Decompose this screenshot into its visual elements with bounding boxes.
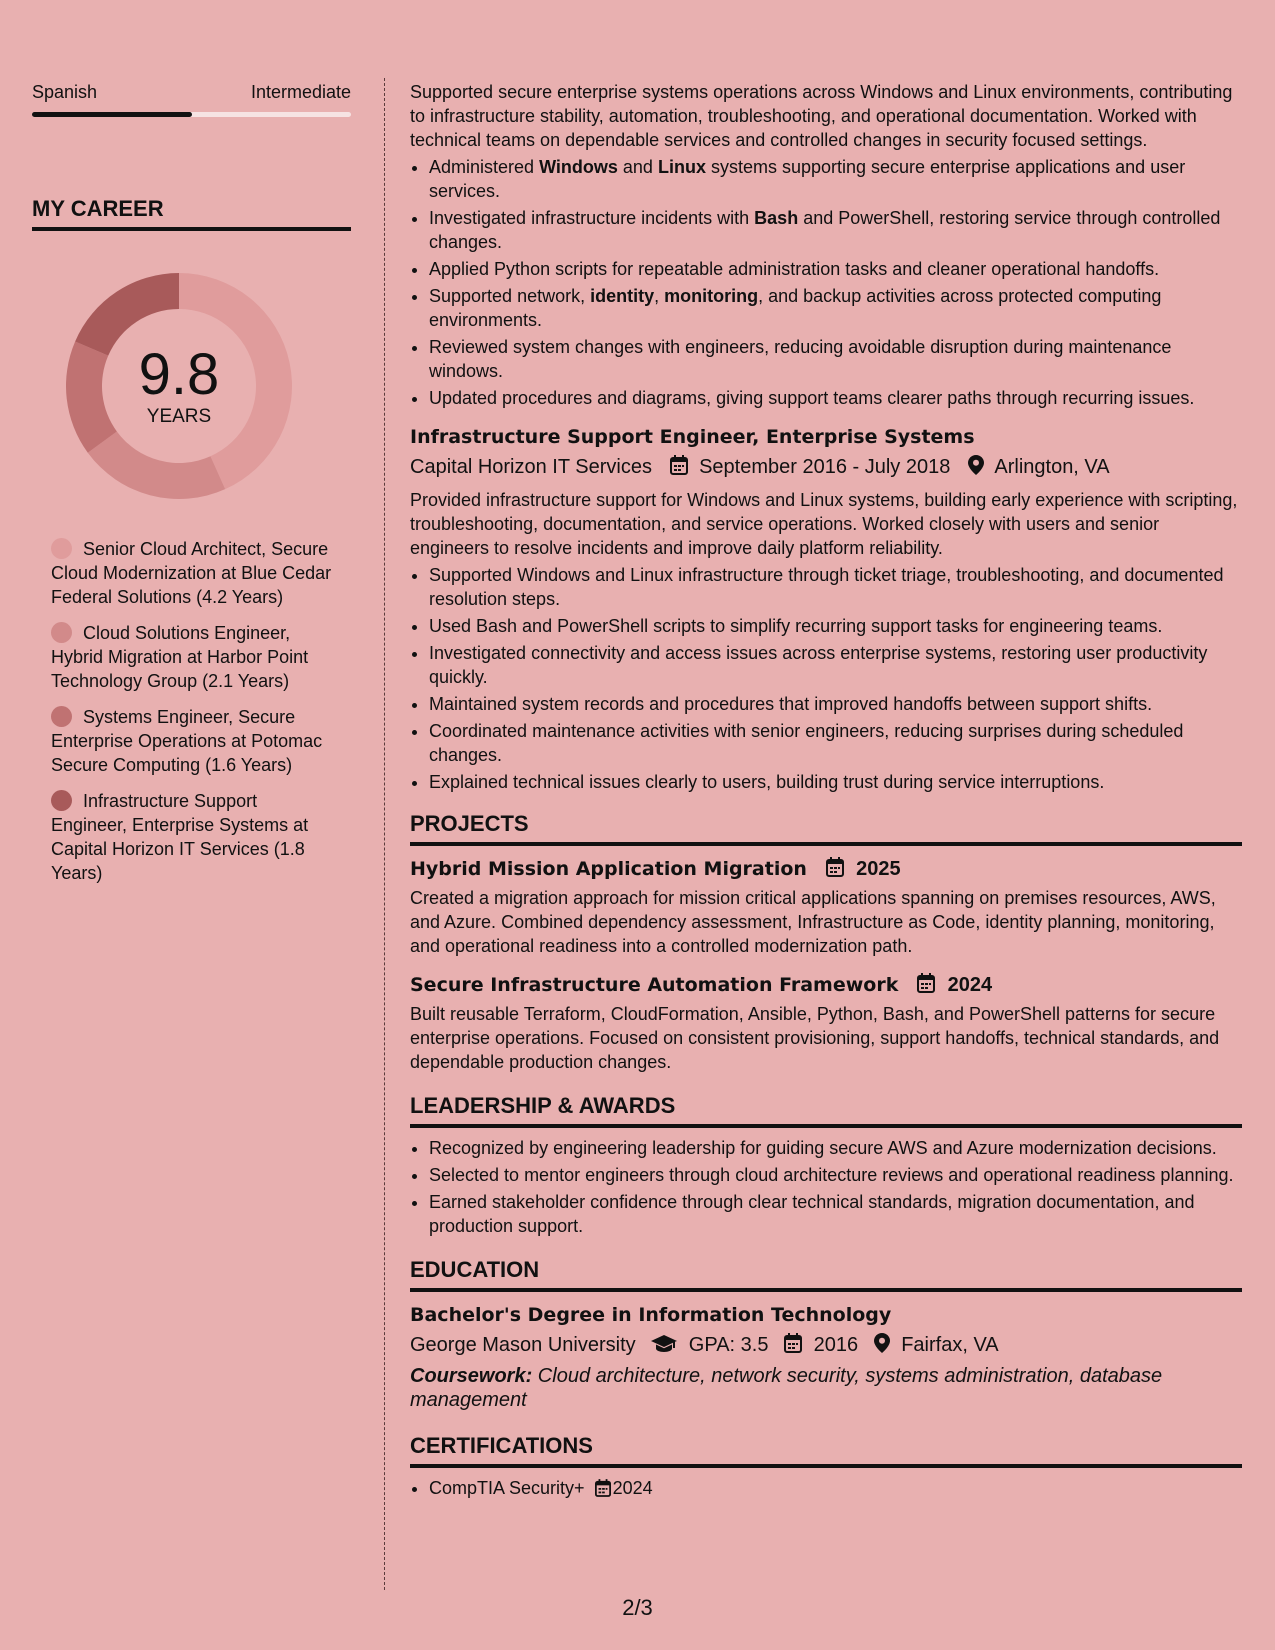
job2-location: Arlington, VA [994,456,1110,478]
job1-bullet: • Reviewed system changes with engineers, reducing avoidable disruption during maintenance windows. [429,335,1242,383]
job2-bullets [410,563,1242,794]
education-meta [410,1330,1242,1362]
job2-dates: September 2016 - July 2018 [699,456,951,478]
page-number: 2/3 [622,1595,653,1620]
career-donut-chart [66,273,292,499]
leadership-bullet: • Recognized by engineering leadership for guiding secure AWS and Azure modernization decisions. [429,1136,1242,1160]
left-column [32,80,351,897]
language-proficiency-bar [32,112,351,117]
job1-bullet: • Updated procedures and diagrams, giving support teams clearer paths through recurring issues. [429,386,1242,410]
graduation-cap-icon [651,1332,677,1362]
calendar-icon [784,1332,802,1362]
coursework-text: Cloud architecture, network security, systems administration, database management [410,1365,1163,1411]
language-level: Intermediate [250,82,351,102]
donut-center [66,273,292,499]
career-legend-item [51,705,333,777]
right-column [410,80,1242,1506]
gpa: GPA: 3.5 [688,1334,769,1356]
job2-bullet: • Maintained system records and procedures that improved handoffs between support shifts. [429,692,1242,716]
graduation-year: 2016 [813,1334,859,1356]
project-description: Created a migration approach for mission critical applications spanning on premises resources, AWS, and Azure. Combined dependency assessment, Infrastructure as Code, identity planning, monitoring, and operational readiness into a controlled modernization path. [410,888,1216,956]
location-pin-icon [968,454,984,484]
job1-summary: Supported secure enterprise systems operations across Windows and Linux environments, contributing to infrastructure stability, automation, troubleshooting, and operational documentation. Worked with technical teams on dependable services and controlled changes in security focused settings. [410,82,1233,150]
certifications-heading: CERTIFICATIONS [410,1432,1242,1468]
project-year: 2025 [856,858,901,880]
job1-bullet: • Supported network, identity, monitoring, and backup activities across protected computing environments. [429,284,1242,332]
career-legend-item [51,621,333,693]
certification-name: CompTIA Security+ [429,1478,585,1498]
legend-dot [51,790,72,811]
career-role-text: Cloud Solutions Engineer, Hybrid Migration at Harbor Point Technology Group (2.1 Years) [51,623,309,691]
job2-bullet: • Explained technical issues clearly to users, building trust during service interruptions. [429,770,1242,794]
school-name: George Mason University [410,1334,636,1356]
certification-year: 2024 [612,1478,653,1498]
projects-heading: PROJECTS [410,810,1242,846]
career-total-years: 9.8 [138,342,220,407]
calendar-icon [670,454,688,484]
job2-meta [410,452,1242,484]
school-location: Fairfax, VA [901,1334,999,1356]
project-title [410,970,1242,1002]
job2-summary: Provided infrastructure support for Windows and Linux systems, building early experience with scripting, troubleshooting, documentation, and service operations. Worked closely with users and senior engineers to resolve incidents and improve daily platform reliability. [410,490,1238,558]
career-role-text: Senior Cloud Architect, Secure Cloud Modernization at Blue Cedar Federal Solutions (4.2 Years) [51,539,332,607]
career-years-unit: YEARS [146,406,212,427]
job2-bullet: • Investigated connectivity and access issues across enterprise systems, restoring user productivity quickly. [429,641,1242,689]
language-name: Spanish [32,82,98,102]
leadership-bullet: • Earned stakeholder confidence through clear technical standards, migration documentation, and production support. [429,1190,1242,1238]
leadership-heading: LEADERSHIP & AWARDS [410,1092,1242,1128]
education-heading: EDUCATION [410,1256,1242,1292]
job1-bullet: • Applied Python scripts for repeatable administration tasks and cleaner operational handoffs. [429,257,1242,281]
career-heading: MY CAREER [32,197,351,231]
language-row [32,80,351,104]
career-legend-item [51,537,333,609]
column-divider [384,78,385,1590]
project-name: Hybrid Mission Application Migration [410,858,807,880]
legend-dot [51,538,72,559]
job2-company: Capital Horizon IT Services [410,456,652,478]
degree-title: Bachelor's Degree in Information Technology [410,1304,892,1326]
job2-bullet: • Coordinated maintenance activities with senior engineers, reducing surprises during scheduled changes. [429,719,1242,767]
project-name: Secure Infrastructure Automation Framework [410,974,899,996]
location-pin-icon [874,1332,890,1362]
career-legend-item [51,789,333,885]
coursework-label: Coursework: [410,1365,533,1387]
leadership-bullet: • Selected to mentor engineers through cloud architecture reviews and operational readiness planning. [429,1163,1242,1187]
job2-bullet: • Supported Windows and Linux infrastructure through ticket triage, troubleshooting, and documented resolution steps. [429,563,1242,611]
project-title [410,854,1242,886]
job1-bullet: • Investigated infrastructure incidents with Bash and PowerShell, restoring service through controlled changes. [429,206,1242,254]
calendar-icon [917,972,935,1002]
calendar-icon [826,856,844,886]
job1-bullet: • Administered Windows and Linux systems supporting secure enterprise applications and user services. [429,155,1242,203]
career-role-text: Infrastructure Support Engineer, Enterprise Systems at Capital Horizon IT Services (1.8 Years) [51,791,309,883]
language-proficiency-fill [32,112,192,117]
coursework [410,1364,1242,1412]
career-legend [51,537,333,885]
leadership-bullets [410,1136,1242,1238]
project-description: Built reusable Terraform, CloudFormation, Ansible, Python, Bash, and PowerShell patterns for secure enterprise operations. Focused on consistent provisioning, support handoffs, technical standards, and dependable production changes. [410,1004,1220,1072]
certification-item [429,1476,1242,1503]
career-role-text: Systems Engineer, Secure Enterprise Operations at Potomac Secure Computing (1.6 Years) [51,707,323,775]
job2-title: Infrastructure Support Engineer, Enterprise Systems [410,426,975,448]
legend-dot [51,622,72,643]
project-year: 2024 [947,974,993,996]
legend-dot [51,706,72,727]
job2-bullet: • Used Bash and PowerShell scripts to simplify recurring support tasks for engineering teams. [429,614,1242,638]
certifications-list [410,1476,1242,1503]
job1-bullets [410,155,1242,410]
calendar-icon [595,1479,611,1503]
